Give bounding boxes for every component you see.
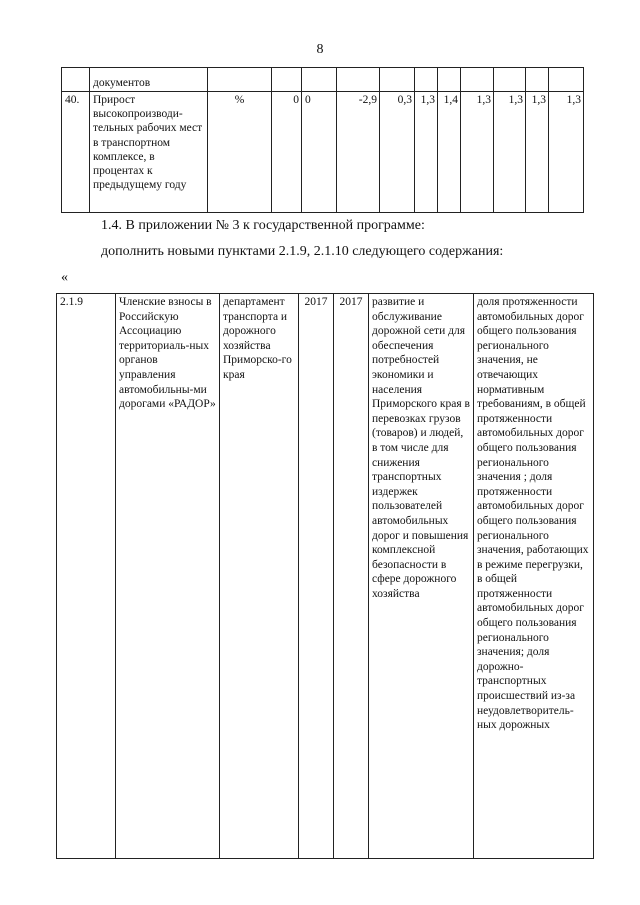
indicators-table (61, 67, 584, 213)
table-cell (526, 68, 549, 92)
table-cell (494, 68, 526, 92)
table-cell (438, 68, 461, 92)
indicator-cell: доля протяженности автомобильных дорог общего пользования регионального значения, не отвечающих нормативным требованиям, в общей протяженности автомобильных дорог общего пользования регионального значения ; доля протяженности автомобильных дорог общего пользования регионального значения, работающих в режиме перегрузки, в общей протяженности автомобильных дорог общего пользования регионального значения; доля дорожно-транспортных происшествий из-за неудовлетворитель-ных дорожных (474, 294, 594, 859)
measure-name: Членские взносы в Российскую Ассоциацию территориаль-ных органов управления автомобильны-ми дорогами «РАДОР» (116, 294, 220, 859)
table-cell (337, 68, 380, 92)
value-cell: 0,3 (380, 92, 415, 213)
amendment-paragraph: 1.4. В приложении № 3 к государственной программе: (101, 218, 425, 233)
value-cell: -2,9 (337, 92, 380, 213)
unit-cell: % (208, 92, 272, 213)
table-row (62, 68, 584, 92)
program-table (56, 293, 594, 859)
value-cell: 0 (302, 92, 337, 213)
table-row (62, 92, 584, 213)
expected-result: развитие и обслуживание дорожной сети для обеспечения потребностей экономики и населения Приморского края в перевозках грузов (товаров) и людей, в том числе для снижения транспортных издержек пользователей автомобильных дорог и повышения комплексной безопасности в сфере дорожного хозяйства (369, 294, 474, 859)
amendment-paragraph: дополнить новыми пунктами 2.1.9, 2.1.10 следующего содержания: (101, 244, 504, 259)
table-cell (302, 68, 337, 92)
table-cell: документов (90, 68, 208, 92)
end-year: 2017 (334, 294, 369, 859)
table-cell (62, 68, 90, 92)
value-cell: 1,3 (415, 92, 438, 213)
opening-quote: « (61, 270, 68, 285)
table-cell (380, 68, 415, 92)
value-cell: 1,3 (526, 92, 549, 213)
value-cell: 1,3 (549, 92, 584, 213)
row-number: 40. (62, 92, 90, 213)
value-cell: 1,3 (461, 92, 494, 213)
value-cell: 0 (272, 92, 302, 213)
table-row (57, 294, 594, 859)
table-cell (415, 68, 438, 92)
table-cell (549, 68, 584, 92)
value-cell: 1,3 (494, 92, 526, 213)
indicator-name: Прирост высокопроизводи-тельных рабочих мест в транспортном комплексе, в процентах к предыдущему году (90, 92, 208, 213)
table-cell (272, 68, 302, 92)
table-cell (208, 68, 272, 92)
start-year: 2017 (299, 294, 334, 859)
page-number: 8 (316, 42, 324, 57)
item-number: 2.1.9 (57, 294, 116, 859)
value-cell: 1,4 (438, 92, 461, 213)
executor-cell: департамент транспорта и дорожного хозяйства Приморско-го края (220, 294, 299, 859)
table-cell (461, 68, 494, 92)
